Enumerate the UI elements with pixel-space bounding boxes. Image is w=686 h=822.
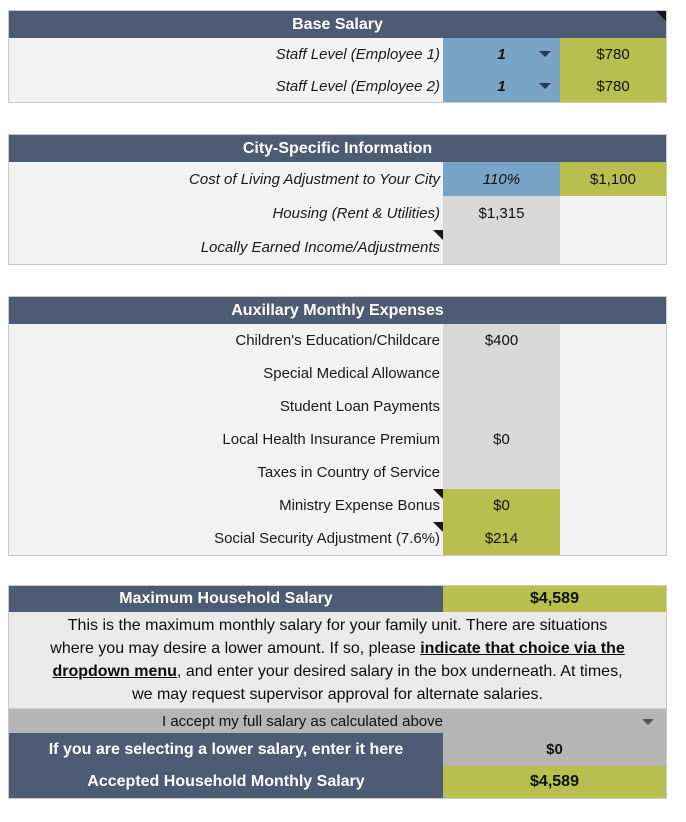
table-row [9, 489, 666, 522]
staff-level-1-select[interactable] [443, 38, 560, 70]
empty-cell [560, 324, 666, 357]
note-text-1: This is the maximum monthly salary for your family unit. There are situations where you may desire a lower amount. If so, please [50, 617, 608, 657]
row-label-local-income [9, 230, 443, 264]
aux-expenses-header [9, 297, 666, 324]
max-salary-label: Maximum Household Salary [9, 586, 443, 612]
section-summary [8, 585, 667, 799]
ministry-bonus-label-text: Ministry Expense Bonus [279, 497, 440, 514]
empty-cell [560, 489, 666, 522]
table-row [9, 70, 666, 102]
salary-choice-dropdown[interactable] [9, 708, 666, 733]
row-label-staff-level-2: Staff Level (Employee 2) [275, 77, 440, 95]
ministry-bonus-cell: $0 [443, 489, 560, 522]
row-label-staff-level-1: Staff Level (Employee 1) [275, 45, 440, 63]
table-row [9, 38, 666, 70]
table-row [9, 324, 666, 357]
accepted-salary-value: $4,589 [443, 766, 666, 798]
table-row [9, 230, 666, 264]
lower-salary-row [9, 733, 666, 766]
empty-cell [560, 390, 666, 423]
aux-expenses-title: Auxillary Monthly Expenses [231, 301, 444, 319]
row-label-childcare: Children's Education/Childcare [235, 332, 440, 349]
student-loan-input-cell[interactable] [443, 390, 560, 423]
lower-salary-input-cell[interactable]: $0 [443, 733, 666, 766]
comment-indicator-icon [433, 489, 443, 499]
row-label-housing: Housing (Rent & Utilities) [272, 204, 440, 222]
comment-indicator-icon [656, 11, 666, 21]
accepted-salary-label: Accepted Household Monthly Salary [9, 766, 443, 798]
salary-note [9, 612, 666, 708]
section-aux-expenses [8, 296, 667, 556]
cola-input-cell[interactable]: 110% [443, 162, 560, 196]
comment-indicator-icon [433, 230, 443, 240]
childcare-input-cell[interactable]: $400 [443, 324, 560, 357]
row-label-social-security [9, 522, 443, 555]
accepted-salary-row [9, 766, 666, 798]
social-security-label-text: Social Security Adjustment (7.6%) [214, 530, 440, 547]
row-label-student-loan: Student Loan Payments [279, 398, 440, 415]
table-row [9, 390, 666, 423]
base-salary-header [9, 11, 666, 38]
local-income-input-cell[interactable] [443, 230, 560, 264]
max-salary-value: $4,589 [443, 586, 666, 612]
chevron-down-icon [642, 719, 654, 725]
table-row [9, 196, 666, 230]
local-income-amount [560, 230, 666, 264]
table-row [9, 357, 666, 390]
housing-amount [560, 196, 666, 230]
row-label-health-insurance: Local Health Insurance Premium [222, 431, 440, 448]
row-label-cola: Cost of Living Adjustment to Your City [189, 170, 440, 188]
comment-indicator-icon [433, 522, 443, 532]
staff-level-2-select[interactable] [443, 70, 560, 102]
lower-salary-label: If you are selecting a lower salary, enter it here [9, 733, 443, 766]
city-info-header [9, 135, 666, 162]
local-income-label-text: Locally Earned Income/Adjustments [200, 238, 440, 256]
row-label-taxes: Taxes in Country of Service [257, 464, 440, 481]
chevron-down-icon [539, 51, 551, 57]
empty-cell [560, 456, 666, 489]
base-salary-title: Base Salary [292, 15, 383, 33]
empty-cell [560, 522, 666, 555]
housing-input-cell[interactable]: $1,315 [443, 196, 560, 230]
note-emphasis: indicate that choice via the dropdown menu [52, 640, 625, 680]
taxes-input-cell[interactable] [443, 456, 560, 489]
staff-level-2-value: 1 [497, 77, 506, 95]
chevron-down-icon [539, 83, 551, 89]
city-info-title: City-Specific Information [242, 139, 433, 157]
max-salary-row [9, 586, 666, 612]
social-security-cell: $214 [443, 522, 560, 555]
health-insurance-input-cell[interactable]: $0 [443, 423, 560, 456]
table-row [9, 522, 666, 555]
table-row [9, 162, 666, 196]
salary-choice-value: I accept my full salary as calculated above [162, 712, 443, 730]
staff-level-2-amount: $780 [560, 70, 666, 102]
empty-cell [560, 423, 666, 456]
staff-level-1-amount: $780 [560, 38, 666, 70]
row-label-medical: Special Medical Allowance [263, 365, 440, 382]
row-label-ministry-bonus [9, 489, 443, 522]
section-city-info [8, 134, 667, 265]
table-row [9, 423, 666, 456]
table-row [9, 456, 666, 489]
section-base-salary [8, 10, 667, 103]
medical-input-cell[interactable] [443, 357, 560, 390]
staff-level-1-value: 1 [497, 45, 506, 63]
note-text-2: , and enter your desired salary in the box underneath. At times, we may request supervisor approval for alternate salaries. [132, 663, 623, 703]
cola-amount: $1,100 [560, 162, 666, 196]
empty-cell [560, 357, 666, 390]
